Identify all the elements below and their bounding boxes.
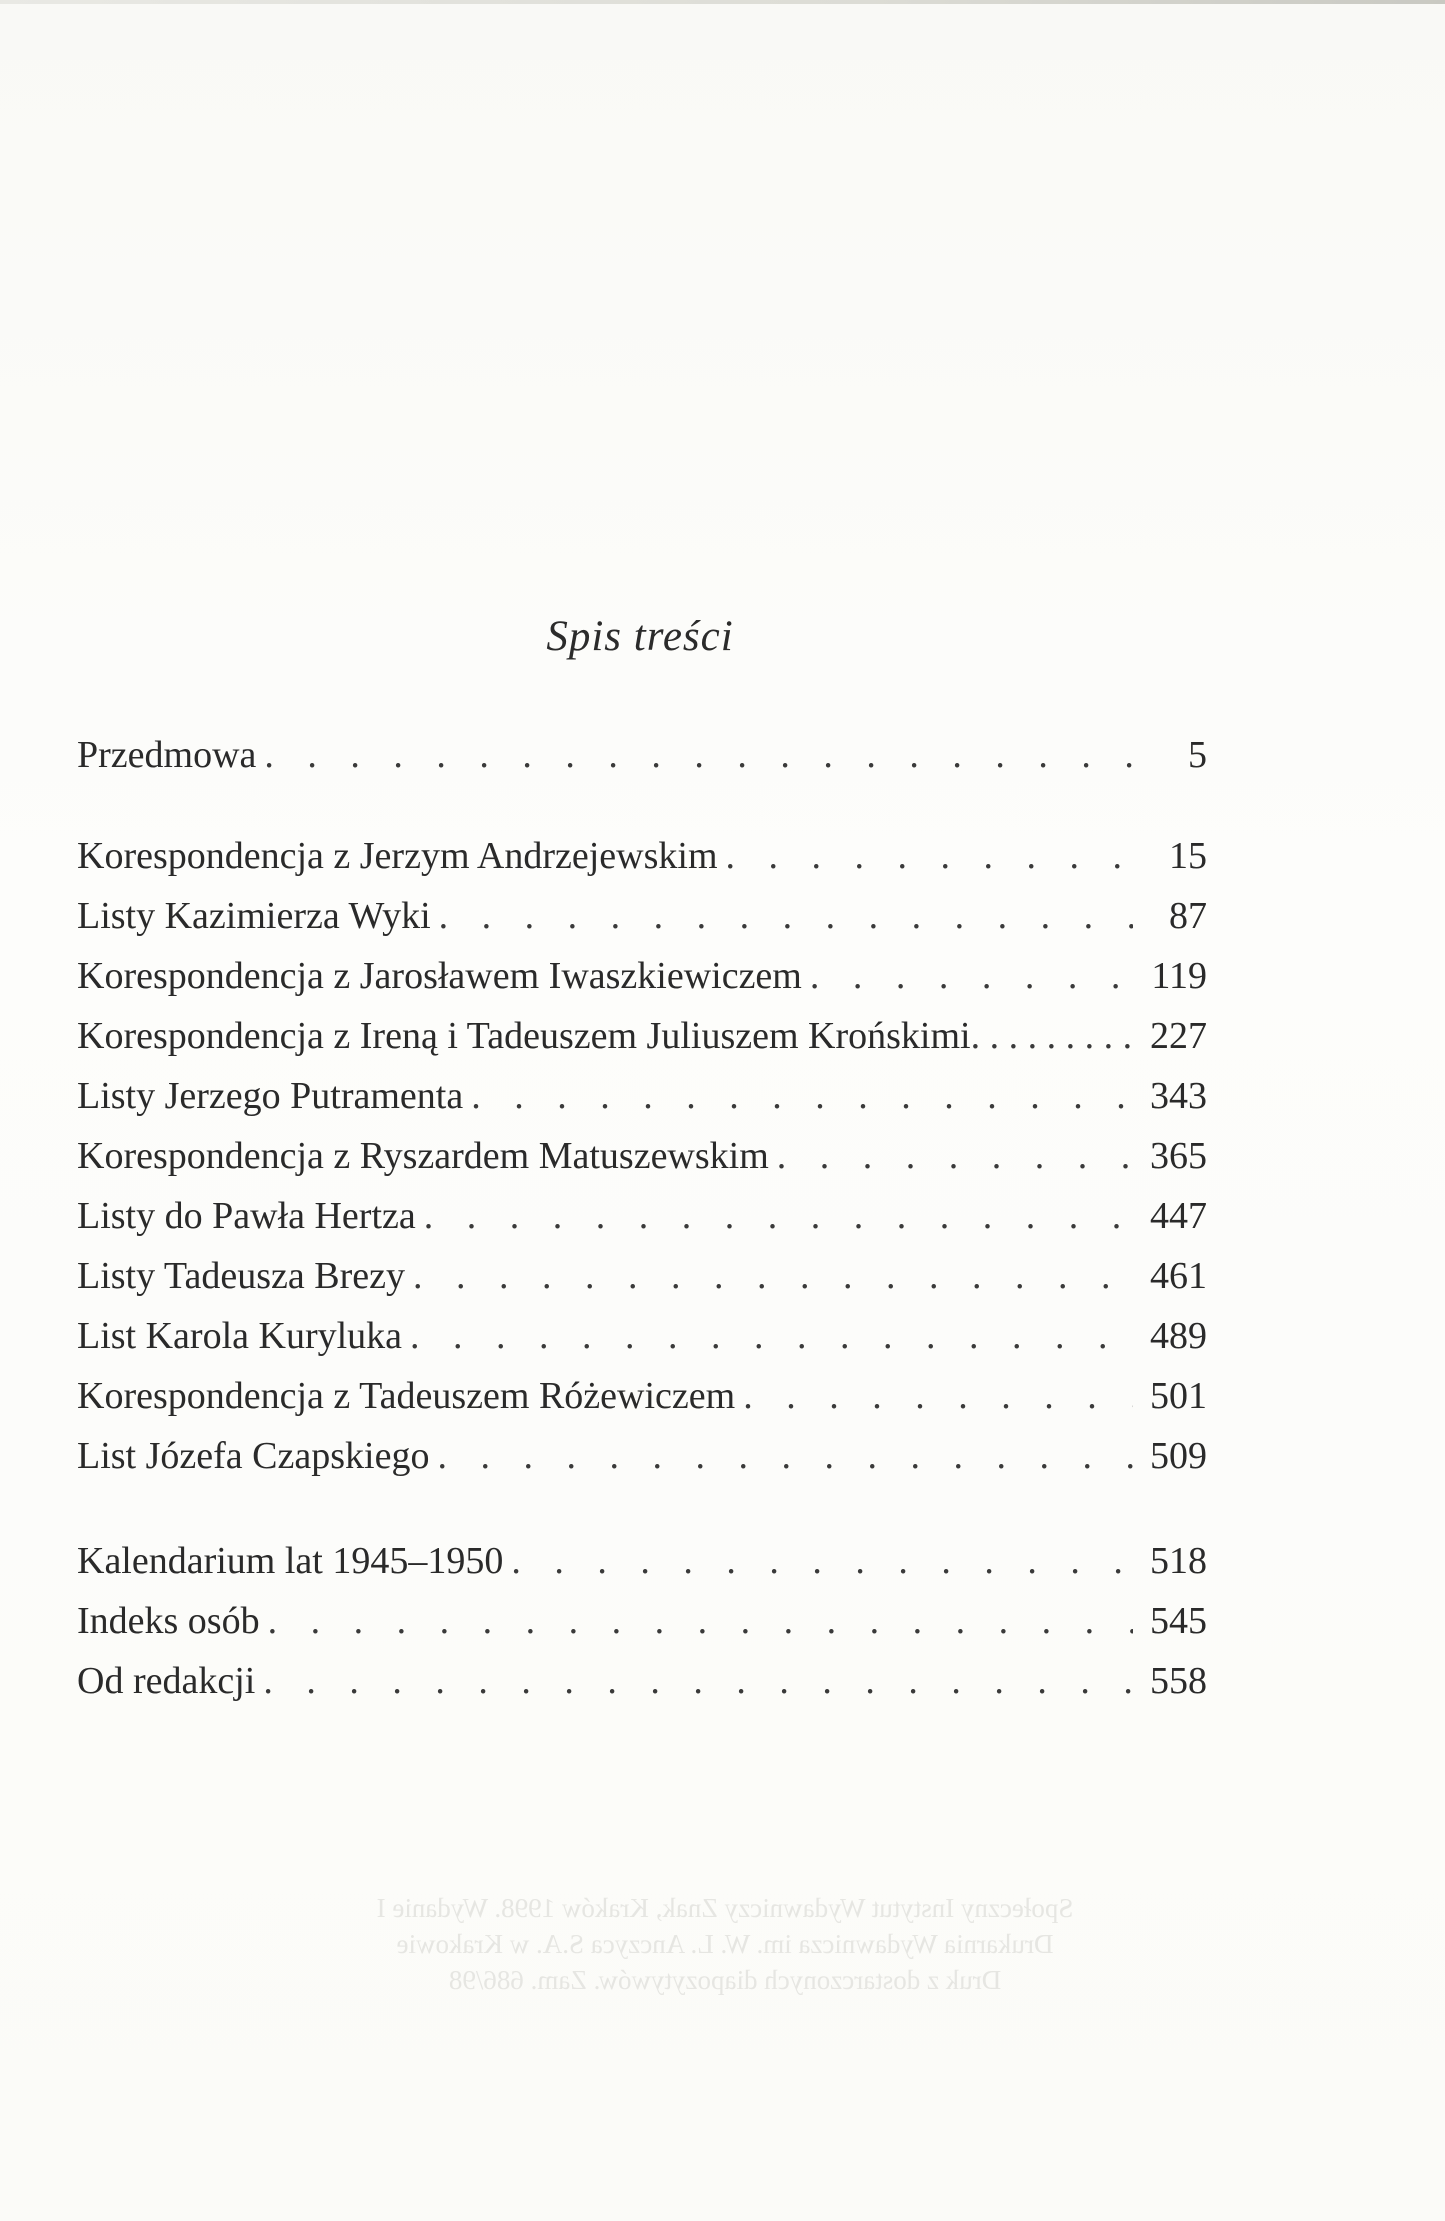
- toc-entry-page: 518: [1150, 1540, 1207, 1582]
- toc-entry-page: 343: [1150, 1075, 1207, 1117]
- toc-entry-page: 509: [1150, 1435, 1207, 1477]
- toc-entry-page: 447: [1150, 1195, 1207, 1237]
- toc-entry: [77, 1131, 1207, 1181]
- toc-entry-page: 558: [1150, 1660, 1207, 1702]
- toc-entry-label: Przedmowa: [77, 734, 257, 776]
- toc-leader-dots: [802, 951, 1133, 1001]
- toc-entry-label: Korespondencja z Ireną i Tadeuszem Juliuszem Krońskimi: [77, 1015, 971, 1057]
- toc-leader-dots: [463, 1071, 1133, 1121]
- toc-entry-label: Listy Tadeusza Brezy: [77, 1255, 405, 1297]
- bleed-through-line: Społeczny Instytut Wydawniczy Znak, Kraków 1998. Wydanie I: [376, 1893, 1074, 1923]
- toc-entry-page: 5: [1188, 734, 1207, 776]
- toc-leader-dots: [971, 1011, 1133, 1061]
- toc-entry: [77, 1011, 1207, 1061]
- toc-leader-dots: [735, 1371, 1133, 1421]
- toc-leader-dots: [402, 1311, 1133, 1361]
- toc-entry: [77, 1251, 1207, 1301]
- toc-entry-page: 461: [1150, 1255, 1207, 1297]
- toc-entry-page: 501: [1150, 1375, 1207, 1417]
- toc-entry: [77, 1596, 1207, 1646]
- toc-entry: [77, 1431, 1207, 1481]
- toc-leader-dots: [255, 1656, 1133, 1706]
- toc-entry: [77, 1311, 1207, 1361]
- toc-entry: [77, 1656, 1207, 1706]
- toc-leader-dots: [416, 1191, 1133, 1241]
- toc-entry: [77, 891, 1207, 941]
- toc-entry-label: Kalendarium lat 1945–1950: [77, 1540, 504, 1582]
- toc-entry-label: List Józefa Czapskiego: [77, 1435, 430, 1477]
- toc-entry: [77, 1071, 1207, 1121]
- toc-entry: [77, 831, 1207, 881]
- toc-leader-dots: [431, 891, 1133, 941]
- toc-entry-label: Indeks osób: [77, 1600, 260, 1642]
- bleed-through-line: Drukarnia Wydawnicza im. W. L. Anczyca S.A. w Krakowie: [396, 1929, 1054, 1959]
- toc-entry-label: Listy Jerzego Putramenta: [77, 1075, 464, 1117]
- toc-entry-label: Korespondencja z Jerzym Andrzejewskim: [77, 835, 718, 877]
- toc-leader-dots: [256, 730, 1133, 780]
- toc-entry: [77, 1191, 1207, 1241]
- toc-entry-page: 489: [1150, 1315, 1207, 1357]
- page-title: Spis treści: [546, 613, 734, 660]
- page-top-edge: [0, 0, 1445, 4]
- bleed-through-imprint: [150, 1890, 1300, 1998]
- toc-entry-page: 15: [1169, 835, 1207, 877]
- toc-leader-dots: [769, 1131, 1133, 1181]
- toc-entry-label: Od redakcji: [77, 1660, 256, 1702]
- toc-entry: [77, 730, 1207, 780]
- toc-entry-page: 119: [1151, 955, 1207, 997]
- toc-leader-dots: [405, 1251, 1133, 1301]
- toc-leader-dots: [718, 831, 1133, 881]
- toc-entry-page: 365: [1150, 1135, 1207, 1177]
- toc-entry-label: Korespondencja z Ryszardem Matuszewskim: [77, 1135, 769, 1177]
- toc-entry-page: 545: [1150, 1600, 1207, 1642]
- toc-entry-label: Korespondencja z Jarosławem Iwaszkiewiczem: [77, 955, 802, 997]
- toc-entry: [77, 951, 1207, 1001]
- toc-entry-label: Listy do Pawła Hertza: [77, 1195, 416, 1237]
- bleed-through-line: Druk z dostarczonych diapozytywów. Zam. 686/98: [448, 1965, 1002, 1995]
- toc-entry-label: Korespondencja z Tadeuszem Różewiczem: [77, 1375, 736, 1417]
- toc-entry-label: List Karola Kuryluka: [77, 1315, 403, 1357]
- toc-entry: [77, 1371, 1207, 1421]
- toc-entry-page: 87: [1169, 895, 1207, 937]
- toc-entry-label: Listy Kazimierza Wyki: [77, 895, 431, 937]
- toc-entry-page: 227: [1150, 1015, 1207, 1057]
- toc-leader-dots: [260, 1596, 1133, 1646]
- toc-entry: [77, 1536, 1207, 1586]
- toc-leader-dots: [429, 1431, 1133, 1481]
- toc-leader-dots: [503, 1536, 1133, 1586]
